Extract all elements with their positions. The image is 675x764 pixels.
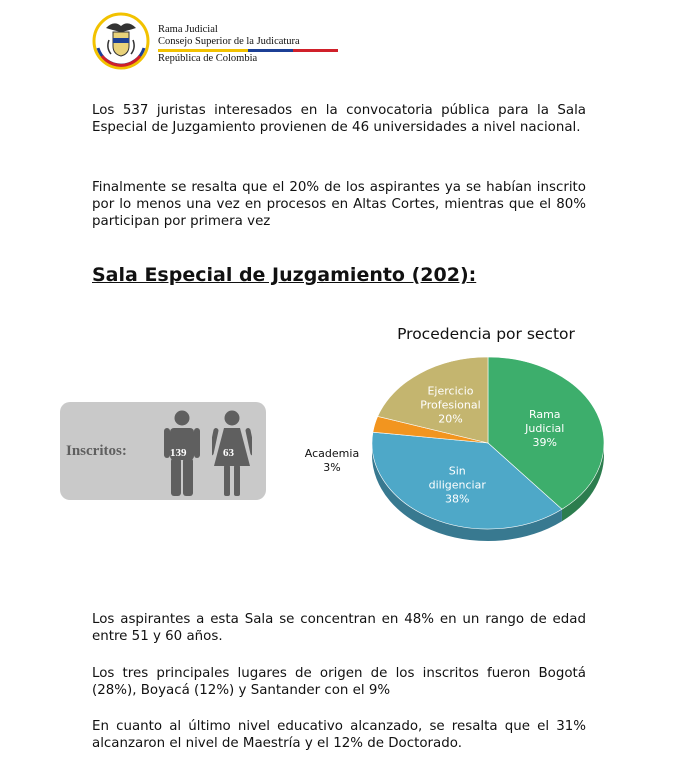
pie-label-name: Rama (528, 407, 561, 421)
pie-label-name: Ejercicio (427, 384, 474, 398)
org-name (158, 24, 300, 48)
coat-of-arms-icon (92, 12, 150, 70)
paragraph-first-time: Finalmente se resalta que el 20% de los aspirantes ya se habían inscrito por lo menos una vez en procesos en Altas Cortes, mientras que el 80% participan por primera vez (92, 180, 586, 229)
pie-label-name: Profesional (420, 398, 481, 412)
letterhead (92, 12, 352, 74)
paragraph-age: Los aspirantes a esta Sala se concentran en 48% en un rango de edad entre 51 y 60 años. (92, 612, 586, 644)
pie-label-value: 39% (532, 435, 557, 449)
pie-label-academia (305, 447, 359, 474)
pie-label-name: diligenciar (428, 478, 486, 492)
inscritos-panel (60, 402, 266, 500)
chart-title: Procedencia por sector (397, 325, 575, 343)
paragraph-origin: Los tres principales lugares de origen de los inscritos fueron Bogotá (28%), Boyacá (12%) y Santander con el 9% (92, 666, 586, 698)
org-country: República de Colombia (158, 53, 258, 64)
pie-label-name: Sin (448, 464, 466, 478)
pie-chart (296, 315, 616, 585)
section-title: Sala Especial de Juzgamiento (202): (92, 264, 477, 286)
pie-label-value: 20% (438, 412, 463, 426)
pie-label-name: Academia (304, 447, 360, 460)
org-line-2: Consejo Superior de la Judicatura (158, 36, 300, 47)
paragraph-universities: Los 537 juristas interesados en la convocatoria pública para la Sala Especial de Juzgamiento provienen de 46 universidades a nivel nacional. (92, 103, 586, 135)
org-line-1: Rama Judicial (158, 24, 218, 35)
female-count: 63 (223, 447, 234, 459)
pie-label-value: 3% (323, 461, 341, 474)
pie-label-name: Judicial (525, 421, 565, 435)
pie-label-value: 38% (445, 492, 470, 506)
male-count: 139 (170, 447, 187, 459)
paragraph-education: En cuanto al último nivel educativo alcanzado, se resalta que el 31% alcanzaron el nivel de Maestría y el 12% de Doctorado. (92, 719, 586, 751)
flag-rule (158, 49, 338, 52)
inscritos-label: Inscritos: (66, 443, 127, 459)
